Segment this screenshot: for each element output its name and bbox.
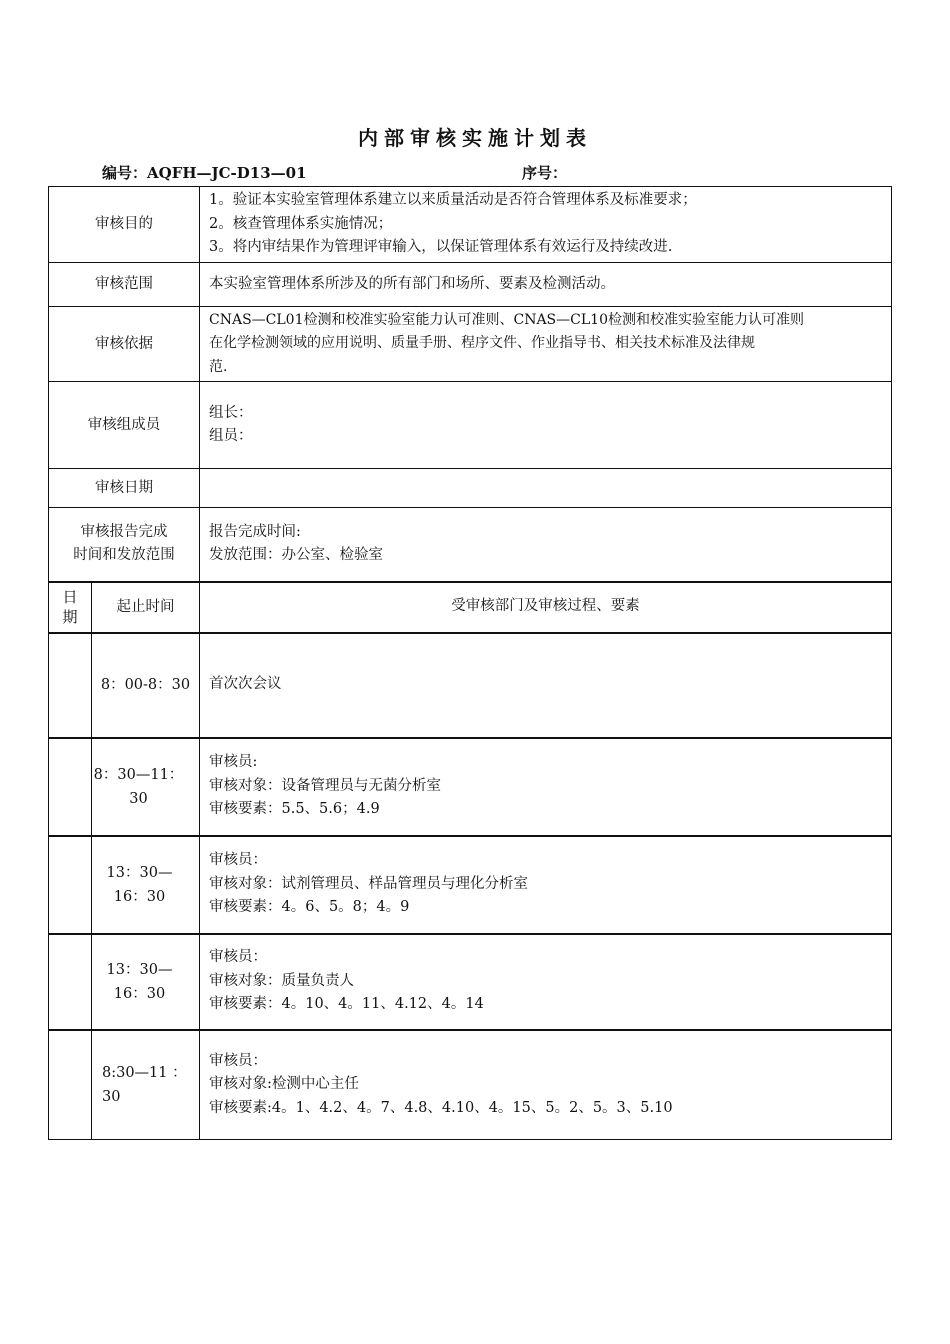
basis-content: [200, 307, 892, 382]
schedule-date-cell: [49, 934, 92, 1030]
date-row: [49, 469, 892, 508]
schedule-content-cell: [200, 1030, 892, 1140]
basis-row: [49, 307, 892, 382]
report-time-line: 报告完成时间:: [209, 523, 301, 540]
audit-elements-line: 审核要素：5.5、5.6；4.9: [209, 801, 380, 818]
date-header-text: 日期: [62, 588, 78, 626]
schedule-line: 首次次会议: [209, 676, 282, 693]
audit-date-value: [200, 469, 892, 508]
schedule-date-cell: [49, 633, 92, 738]
report-label: [49, 508, 200, 582]
schedule-time-cell: 8：30—11：30: [92, 738, 200, 836]
auditor-line: 审核员：: [209, 1052, 267, 1069]
report-label-line: 时间和发放范围: [73, 547, 175, 564]
schedule-date-cell: [49, 738, 92, 836]
scope-line: 本实验室管理体系所涉及的所有部门和场所、要素及检测活动。: [209, 275, 615, 292]
schedule-content-cell: [200, 738, 892, 836]
schedule-time-cell: 13：30—16：30: [92, 934, 200, 1030]
schedule-row: [49, 836, 892, 934]
schedule-time-cell: 13：30—16：30: [92, 836, 200, 934]
schedule-content-cell: [200, 633, 892, 738]
report-label-line: 审核报告完成: [80, 524, 168, 541]
audit-object-line: 审核对象：试剂管理员、样品管理员与理化分析室: [209, 875, 528, 892]
report-content: [200, 508, 892, 582]
audit-object-line: 审核对象：设备管理员与无菌分析室: [209, 777, 441, 794]
scope-content: [200, 263, 892, 307]
member-line: 组员：: [209, 428, 253, 444]
audit-object-line: 审核对象：质量负责人: [209, 972, 354, 989]
time-column-header: 起止时间: [92, 582, 200, 633]
content-column-header: 受审核部门及审核过程、要素: [200, 582, 892, 633]
purpose-line: 1。验证本实验室管理体系建立以来质量活动是否符合管理体系及标准要求；: [209, 192, 697, 209]
members-label: 审核组成员: [49, 382, 200, 469]
basis-line: 范.: [209, 358, 228, 375]
schedule-date-cell: [49, 1030, 92, 1140]
date-column-header: [49, 582, 92, 633]
schedule-content-cell: [200, 934, 892, 1030]
audit-date-label: 审核日期: [49, 469, 200, 508]
purpose-row: [49, 187, 892, 263]
members-content: [200, 382, 892, 469]
schedule-date-cell: [49, 836, 92, 934]
purpose-label: 审核目的: [49, 187, 200, 263]
purpose-content: [200, 187, 892, 263]
schedule-row: [49, 1030, 892, 1140]
distribution-line: 发放范围：办公室、检验室: [209, 547, 383, 564]
audit-elements-line: 审核要素:4。1、4.2、4。7、4.8、4.10、4。15、5。2、5。3、5.10: [209, 1099, 673, 1116]
basis-line: 在化学检测领域的应用说明、质量手册、程序文件、作业指导书、相关技术标准及法律规: [209, 335, 755, 352]
basis-line: CNAS—CL01检测和校准实验室能力认可准则、CNAS—CL10检测和校准实验室能力认可准则: [209, 311, 804, 328]
schedule-time-cell: 8:30—11 ：30: [92, 1030, 200, 1140]
audit-elements-line: 审核要素：4。10、4。11、4.12、4。14: [209, 996, 484, 1013]
schedule-row: [49, 934, 892, 1030]
members-row: [49, 382, 892, 469]
schedule-time-cell: 8：00-8：30: [92, 633, 200, 738]
scope-row: [49, 263, 892, 307]
leader-line: 组长：: [209, 404, 253, 421]
auditor-line: 审核员:: [209, 754, 258, 771]
basis-label: 审核依据: [49, 307, 200, 382]
schedule-content-cell: [200, 836, 892, 934]
document-title: 内部审核实施计划表: [358, 126, 592, 150]
audit-elements-line: 审核要素：4。6、5。8；4。9: [209, 899, 410, 916]
auditor-line: 审核员：: [209, 949, 267, 966]
report-row: [49, 508, 892, 582]
schedule-row: [49, 738, 892, 836]
scope-label: 审核范围: [49, 263, 200, 307]
schedule-header-row: [49, 582, 892, 633]
purpose-line: 3。将内审结果作为管理评审输入，以保证管理体系有效运行及持续改进.: [209, 239, 673, 256]
document-code: 编号：AQFH—JC-D13—01: [102, 164, 307, 182]
schedule-row: [49, 633, 892, 738]
audit-plan-table: [48, 186, 892, 1140]
auditor-line: 审核员：: [209, 852, 267, 869]
document-sequence-label: 序号：: [522, 164, 568, 182]
audit-object-line: 审核对象:检测中心主任: [209, 1076, 359, 1092]
purpose-line: 2。核查管理体系实施情况；: [209, 215, 393, 232]
